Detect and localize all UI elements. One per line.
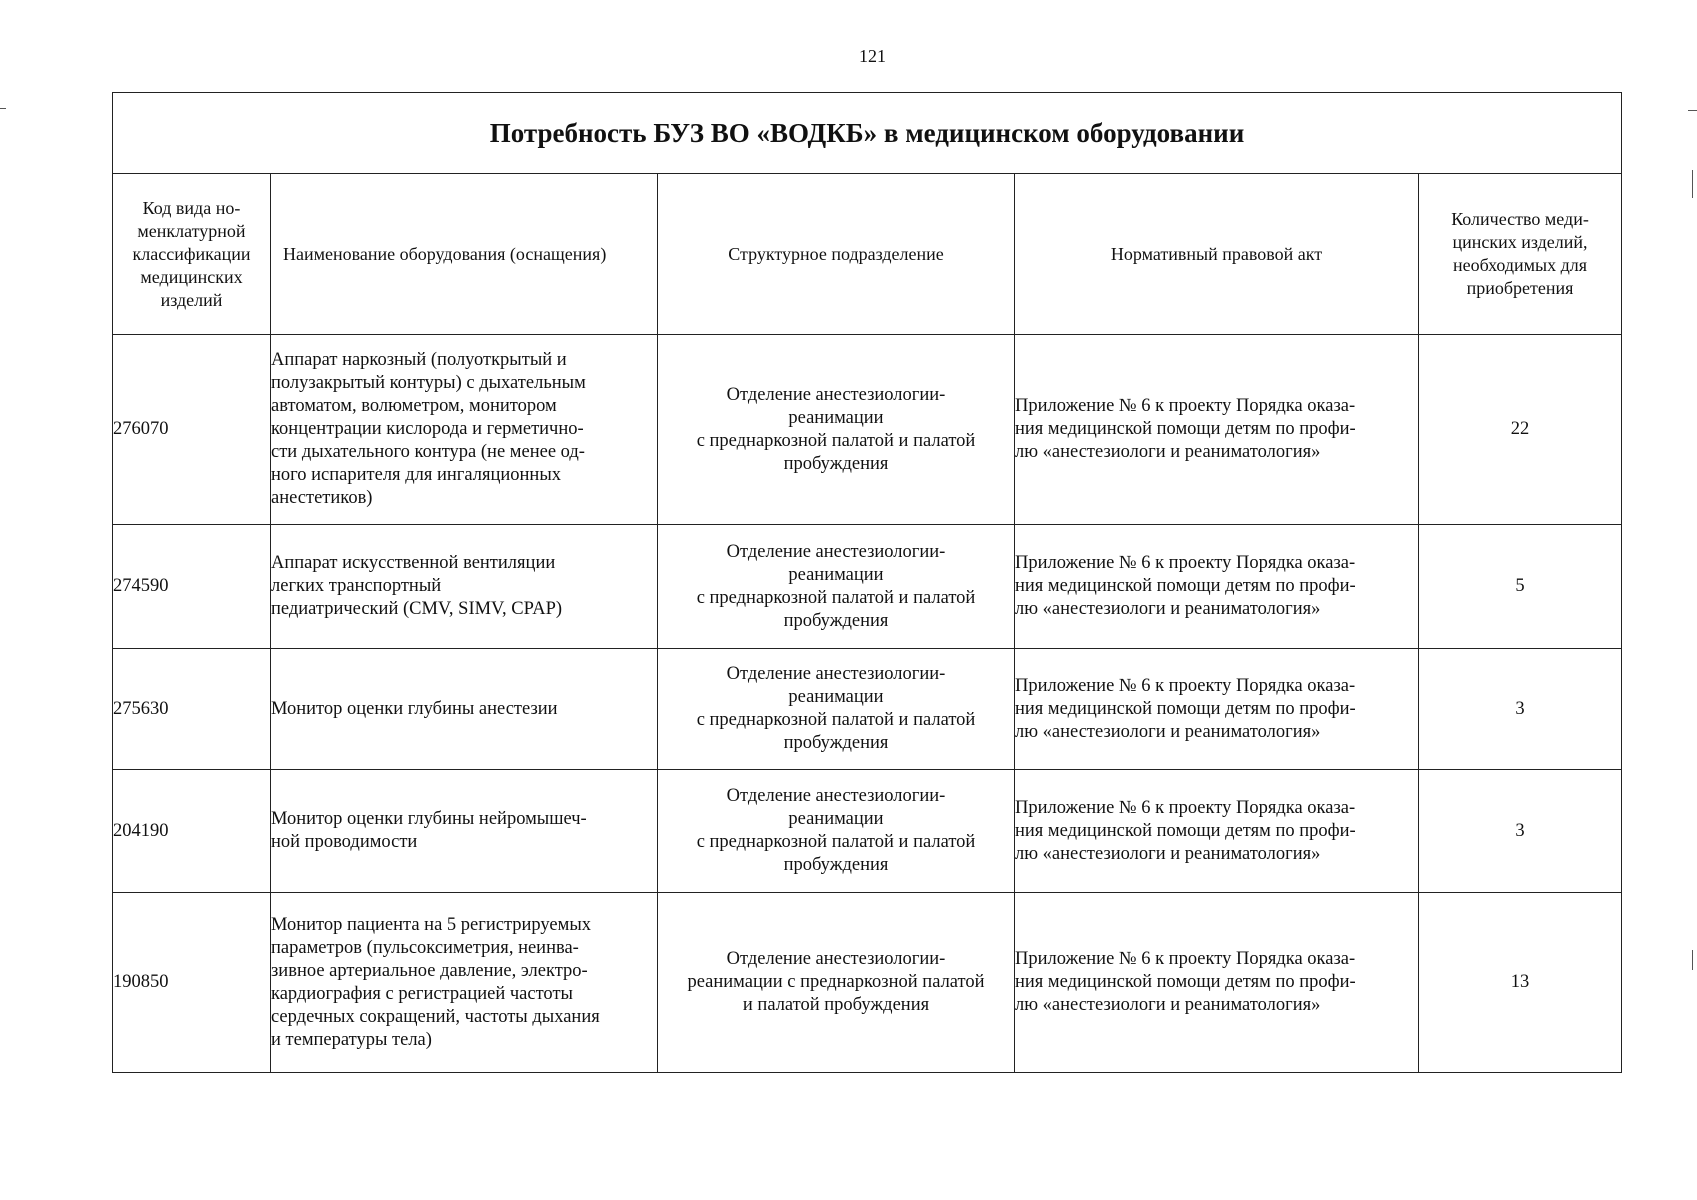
table-row xyxy=(113,525,1622,649)
cell-name: Монитор оценки глубины анестезии xyxy=(271,649,658,770)
cell-quantity: 5 xyxy=(1419,525,1622,649)
cell-code: 276070 xyxy=(113,335,271,525)
column-header-department: Структурное подразделение xyxy=(658,174,1015,335)
cell-department: Отделение анестезиологии- реанимации с преднаркозной палатой и палатой пробуждения xyxy=(658,770,1015,893)
cell-department: Отделение анестезиологии- реанимации с преднаркозной палатой и палатой пробуждения xyxy=(658,525,1015,649)
cell-name: Аппарат наркозный (полуоткрытый и полузакрытый контуры) с дыхательным автоматом, волюметром, монитором концентрации кислорода и герметично- сти дыхательного контура (не менее од- ного испарителя для ингаляционных анестетиков) xyxy=(271,335,658,525)
cell-code: 275630 xyxy=(113,649,271,770)
table-row xyxy=(113,893,1622,1073)
cell-name: Аппарат искусственной вентиляции легких транспортный педиатрический (CMV, SIMV, CPAP) xyxy=(271,525,658,649)
cell-quantity: 3 xyxy=(1419,770,1622,893)
table-title: Потребность БУЗ ВО «ВОДКБ» в медицинском оборудовании xyxy=(113,93,1622,174)
cell-department: Отделение анестезиологии- реанимации с преднаркозной палатой и палатой пробуждения xyxy=(658,893,1015,1073)
right-margin-mark xyxy=(1688,110,1697,111)
table-header-row xyxy=(113,174,1622,335)
cell-department: Отделение анестезиологии- реанимации с преднаркозной палатой и палатой пробуждения xyxy=(658,335,1015,525)
cell-name: Монитор оценки глубины нейромышеч- ной проводимости xyxy=(271,770,658,893)
table-title-row xyxy=(113,93,1622,174)
right-scan-mark xyxy=(1692,170,1693,198)
cell-quantity: 13 xyxy=(1419,893,1622,1073)
table-row xyxy=(113,649,1622,770)
cell-act: Приложение № 6 к проекту Порядка оказа- ния медицинской помощи детям по профи- лю «анестезиологи и реаниматология» xyxy=(1015,649,1419,770)
cell-act: Приложение № 6 к проекту Порядка оказа- ния медицинской помощи детям по профи- лю «анестезиологи и реаниматология» xyxy=(1015,893,1419,1073)
cell-act: Приложение № 6 к проекту Порядка оказа- ния медицинской помощи детям по профи- лю «анестезиологи и реаниматология» xyxy=(1015,770,1419,893)
cell-act: Приложение № 6 к проекту Порядка оказа- ния медицинской помощи детям по профи- лю «анестезиологи и реаниматология» xyxy=(1015,335,1419,525)
column-header-act: Нормативный правовой акт xyxy=(1015,174,1419,335)
cell-department: Отделение анестезиологии- реанимации с преднаркозной палатой и палатой пробуждения xyxy=(658,649,1015,770)
cell-name: Монитор пациента на 5 регистрируемых параметров (пульсоксиметрия, неинва- зивное артериальное давление, электро- кардиография с регистрацией частоты сердечных сокращений, частоты дыхания и температуры тела) xyxy=(271,893,658,1073)
cell-code: 204190 xyxy=(113,770,271,893)
cell-act: Приложение № 6 к проекту Порядка оказа- ния медицинской помощи детям по профи- лю «анестезиологи и реаниматология» xyxy=(1015,525,1419,649)
equipment-table xyxy=(112,92,1622,1073)
cell-quantity: 3 xyxy=(1419,649,1622,770)
page-number: 121 xyxy=(859,46,886,66)
cell-code: 274590 xyxy=(113,525,271,649)
left-margin-mark xyxy=(0,108,6,109)
column-header-code: Код вида но- менклатурной классификации медицинских изделий xyxy=(113,174,271,335)
column-header-name: Наименование оборудования (оснащения) xyxy=(271,174,658,335)
column-header-quantity: Количество меди- цинских изделий, необходимых для приобретения xyxy=(1419,174,1622,335)
table-row xyxy=(113,335,1622,525)
cell-quantity: 22 xyxy=(1419,335,1622,525)
right-scan-mark-lower xyxy=(1692,950,1693,970)
table-row xyxy=(113,770,1622,893)
cell-code: 190850 xyxy=(113,893,271,1073)
